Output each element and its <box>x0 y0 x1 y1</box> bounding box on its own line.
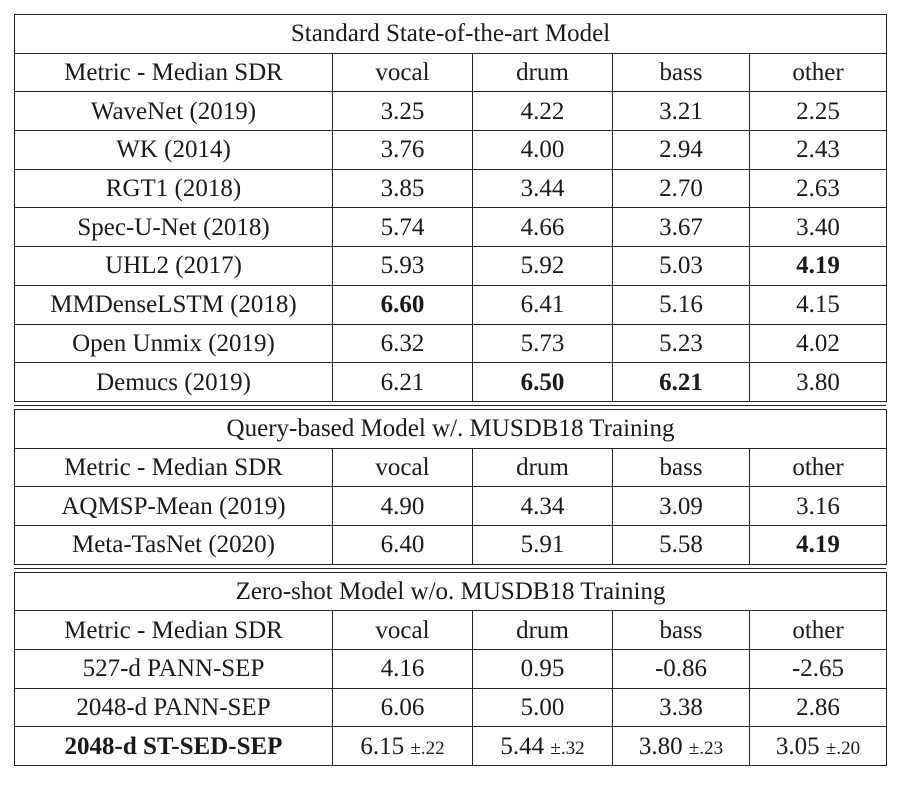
sdr-value <box>613 131 750 170</box>
column-header: other <box>750 448 887 487</box>
sdr-number: 3.25 <box>380 97 425 125</box>
model-name: UHL2 (2017) <box>15 247 333 286</box>
sdr-number: 4.19 <box>796 531 840 559</box>
sdr-number: 4.66 <box>520 213 565 241</box>
sdr-std: ±.23 <box>688 737 724 759</box>
table-row <box>15 208 887 247</box>
column-header: bass <box>613 53 750 92</box>
sdr-number: 5.44 <box>500 732 545 760</box>
sdr-value <box>333 525 473 564</box>
sdr-value <box>473 169 613 208</box>
column-header: drum <box>473 448 613 487</box>
header-row <box>15 53 887 92</box>
sdr-value <box>473 650 613 689</box>
sdr-value <box>333 324 473 363</box>
sdr-number: 3.85 <box>380 175 425 203</box>
section-table <box>14 409 887 565</box>
column-header: drum <box>473 53 613 92</box>
sdr-number: 5.92 <box>520 252 565 280</box>
sdr-value <box>613 727 750 766</box>
sdr-value <box>473 92 613 131</box>
sdr-value <box>613 688 750 727</box>
table-row <box>15 324 887 363</box>
sdr-value <box>473 525 613 564</box>
sdr-value <box>473 363 613 402</box>
table-row <box>15 285 887 324</box>
sdr-number: 3.09 <box>659 492 703 520</box>
sdr-value <box>613 363 750 402</box>
sdr-number: 4.90 <box>380 492 425 520</box>
section-table <box>14 14 887 402</box>
model-name: 2048-d PANN-SEP <box>15 688 333 727</box>
section-title-row <box>15 15 887 54</box>
sdr-value <box>750 247 887 286</box>
sdr-number: 5.23 <box>659 329 703 357</box>
column-header: bass <box>613 448 750 487</box>
sdr-value <box>613 247 750 286</box>
sdr-number: 3.80 <box>638 732 683 760</box>
model-name: AQMSP-Mean (2019) <box>15 487 333 526</box>
sdr-value <box>473 131 613 170</box>
metric-header: Metric - Median SDR <box>15 611 333 650</box>
model-name: WK (2014) <box>15 131 333 170</box>
table-row <box>15 650 887 689</box>
sdr-number: 5.58 <box>659 531 703 559</box>
table-row <box>15 727 887 766</box>
model-name: MMDenseLSTM (2018) <box>15 285 333 324</box>
header-row <box>15 448 887 487</box>
sdr-number: 3.05 <box>775 732 820 760</box>
sdr-number: 0.95 <box>520 655 565 683</box>
sdr-number: -0.86 <box>654 655 708 683</box>
sdr-value <box>750 688 887 727</box>
sdr-number: 4.02 <box>796 329 840 357</box>
sdr-number: 3.44 <box>520 175 565 203</box>
column-header: vocal <box>333 611 473 650</box>
sdr-value <box>333 92 473 131</box>
sdr-value <box>333 131 473 170</box>
metric-header: Metric - Median SDR <box>15 53 333 92</box>
sdr-value <box>333 727 473 766</box>
sdr-number: 6.40 <box>380 531 425 559</box>
table-row <box>15 169 887 208</box>
sdr-value <box>750 363 887 402</box>
sdr-value <box>750 525 887 564</box>
sdr-number: 3.38 <box>659 694 703 722</box>
sdr-number: 6.32 <box>380 329 425 357</box>
sdr-value <box>613 169 750 208</box>
sdr-number: 6.06 <box>380 694 425 722</box>
sdr-value <box>613 324 750 363</box>
sdr-std: ±.32 <box>550 737 585 759</box>
sdr-number: 3.21 <box>659 97 703 125</box>
sdr-number: 5.91 <box>520 531 565 559</box>
sdr-number: 5.16 <box>659 291 703 319</box>
sdr-number: 3.76 <box>380 136 425 164</box>
sdr-number: 5.00 <box>520 694 565 722</box>
section-table <box>14 572 887 766</box>
table-row <box>15 688 887 727</box>
table-row <box>15 131 887 170</box>
sdr-value <box>613 208 750 247</box>
section-title-row <box>15 409 887 448</box>
sdr-number: 2.86 <box>796 694 840 722</box>
sdr-number: 6.15 <box>360 732 405 760</box>
column-header: other <box>750 611 887 650</box>
sdr-number: 2.70 <box>659 175 703 203</box>
sdr-value <box>333 208 473 247</box>
model-name: WaveNet (2019) <box>15 92 333 131</box>
sdr-number: 3.67 <box>659 213 703 241</box>
metric-header: Metric - Median SDR <box>15 448 333 487</box>
model-name: Meta-TasNet (2020) <box>15 525 333 564</box>
model-name: Open Unmix (2019) <box>15 324 333 363</box>
sdr-number: 2.63 <box>796 175 840 203</box>
table-row <box>15 247 887 286</box>
sdr-number: 4.15 <box>796 291 840 319</box>
sdr-std: ±.22 <box>410 737 445 759</box>
sdr-value <box>613 525 750 564</box>
sdr-value <box>750 324 887 363</box>
sdr-value <box>473 285 613 324</box>
sdr-value <box>333 688 473 727</box>
sdr-number: 6.60 <box>380 291 425 319</box>
sdr-number: 4.00 <box>520 136 565 164</box>
sdr-value <box>750 487 887 526</box>
column-header: drum <box>473 611 613 650</box>
column-header: vocal <box>333 53 473 92</box>
model-name: Spec-U-Net (2018) <box>15 208 333 247</box>
section-title-row <box>15 572 887 611</box>
sdr-number: 6.21 <box>659 368 703 396</box>
sdr-number: 6.41 <box>520 291 565 319</box>
sdr-value <box>333 285 473 324</box>
sdr-value <box>333 363 473 402</box>
sdr-number: 4.16 <box>380 655 425 683</box>
results-table-container <box>14 14 886 766</box>
sdr-value <box>613 487 750 526</box>
section-divider <box>14 405 886 406</box>
sdr-number: 2.43 <box>796 136 840 164</box>
sdr-value <box>473 727 613 766</box>
sdr-value <box>613 92 750 131</box>
model-name: RGT1 (2018) <box>15 169 333 208</box>
table-row <box>15 525 887 564</box>
sdr-value <box>750 208 887 247</box>
sdr-value <box>613 650 750 689</box>
sdr-number: 6.21 <box>380 368 425 396</box>
sdr-number: 4.34 <box>520 492 565 520</box>
sdr-value <box>473 324 613 363</box>
sdr-number: 2.25 <box>796 97 840 125</box>
sdr-value <box>750 727 887 766</box>
sdr-value <box>750 169 887 208</box>
sdr-value <box>473 208 613 247</box>
sdr-value <box>333 247 473 286</box>
sdr-number: 5.93 <box>380 252 425 280</box>
sdr-value <box>333 487 473 526</box>
header-row <box>15 611 887 650</box>
sdr-value <box>750 650 887 689</box>
sdr-number: 6.50 <box>520 368 565 396</box>
sdr-value <box>613 285 750 324</box>
sdr-number: 3.16 <box>796 492 840 520</box>
sdr-value <box>750 131 887 170</box>
model-name: 527-d PANN-SEP <box>15 650 333 689</box>
sdr-number: 4.22 <box>520 97 565 125</box>
column-header: vocal <box>333 448 473 487</box>
column-header: bass <box>613 611 750 650</box>
sdr-number: 3.40 <box>796 213 840 241</box>
sdr-number: 5.74 <box>380 213 425 241</box>
sdr-number: 2.94 <box>659 136 703 164</box>
sdr-number: 5.73 <box>520 329 565 357</box>
sdr-value <box>473 688 613 727</box>
sdr-value <box>750 92 887 131</box>
model-name: Demucs (2019) <box>15 363 333 402</box>
sdr-number: 3.80 <box>796 368 840 396</box>
table-row <box>15 363 887 402</box>
sdr-value <box>333 650 473 689</box>
section-title: Zero-shot Model w/o. MUSDB18 Training <box>15 572 887 611</box>
section-title: Standard State-of-the-art Model <box>15 15 887 54</box>
sdr-value <box>473 487 613 526</box>
table-row <box>15 92 887 131</box>
sdr-number: 5.03 <box>659 252 703 280</box>
column-header: other <box>750 53 887 92</box>
section-divider <box>14 568 886 569</box>
table-row <box>15 487 887 526</box>
sdr-number: -2.65 <box>791 655 845 683</box>
sdr-value <box>750 285 887 324</box>
sdr-value <box>473 247 613 286</box>
sdr-number: 4.19 <box>796 252 840 280</box>
model-name: 2048-d ST-SED-SEP <box>15 727 333 766</box>
section-title: Query-based Model w/. MUSDB18 Training <box>15 409 887 448</box>
sdr-std: ±.20 <box>825 737 861 759</box>
sdr-value <box>333 169 473 208</box>
